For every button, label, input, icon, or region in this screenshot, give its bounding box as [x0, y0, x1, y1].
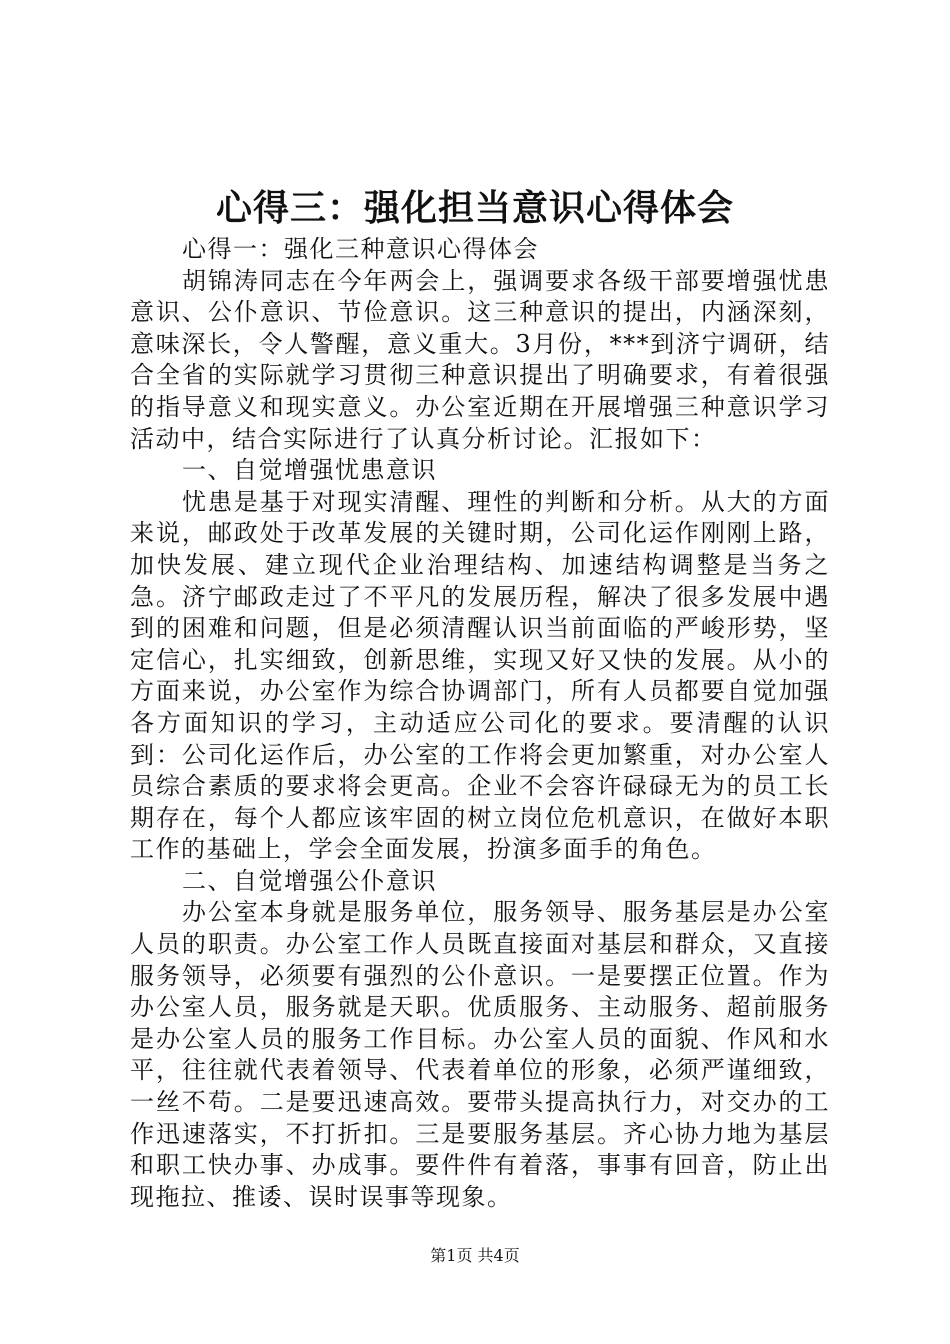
- paragraph-subtitle: 心得一：强化三种意识心得体会: [182, 235, 539, 263]
- section-heading-1: 一、自觉增强忧患意识: [182, 456, 437, 485]
- document-body: [130, 234, 830, 1213]
- section-heading-2: 二、自觉增强公仆意识: [182, 866, 437, 895]
- paragraph-intro: 胡锦涛同志在今年两会上，强调要求各级干部要增强忧患意识、公仆意识、节俭意识。这三种意识的提出，内涵深刻，意味深长，令人警醒，意义重大。3月份，***到济宁调研，结合全省的实际就学习贯彻三种意识提出了明确要求，有着很强的指导意义和现实意义。办公室近期在开展增强三种意识学习活动中，结合实际进行了认真分析讨论。汇报如下：: [130, 266, 830, 453]
- paragraph-section-1: 忧患是基于对现实清醒、理性的判断和分析。从大的方面来说，邮政处于改革发展的关键时期，公司化运作刚刚上路，加快发展、建立现代企业治理结构、加速结构调整是当务之急。济宁邮政走过了不平凡的发展历程，解决了很多发展中遇到的困难和问题，但是必须清醒认识当前面临的严峻形势，坚定信心，扎实细致，创新思维，实现又好又快的发展。从小的方面来说，办公室作为综合协调部门，所有人员都要自觉加强各方面知识的学习，主动适应公司化的要求。要清醒的认识到：公司化运作后，办公室的工作将会更加繁重，对办公室人员综合素质的要求将会更高。企业不会容许碌碌无为的员工长期存在，每个人都应该牢固的树立岗位危机意识，在做好本职工作的基础上，学会全面发展，扮演多面手的角色。: [130, 487, 830, 864]
- page-number: 第1页 共4页: [430, 1246, 520, 1265]
- paragraph-section-2: 办公室本身就是服务单位，服务领导、服务基层是办公室人员的职责。办公室工作人员既直接面对基层和群众，又直接服务领导，必须要有强烈的公仆意识。一是要摆正位置。作为办公室人员，服务就是天职。优质服务、主动服务、超前服务是办公室人员的服务工作目标。办公室人员的面貌、作风和水平，往往就代表着领导、代表着单位的形象，必须严谨细致，一丝不苟。二是要迅速高效。要带头提高执行力，对交办的工作迅速落实，不打折扣。三是要服务基层。齐心协力地为基层和职工快办事、办成事。要件件有着落，事事有回音，防止出现拖拉、推诿、误时误事等现象。: [130, 898, 830, 1211]
- document-title: 心得三：强化担当意识心得体会: [215, 188, 734, 229]
